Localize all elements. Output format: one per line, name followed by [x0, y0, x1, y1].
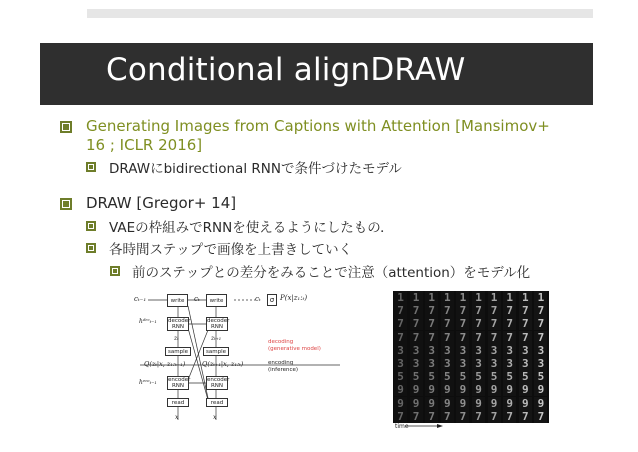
digit-cell: 9 — [503, 383, 516, 396]
digit-cell: 7 — [425, 317, 438, 330]
digit-cell: 7 — [472, 410, 485, 423]
encoder-rnn-box-1: encoder RNN — [168, 377, 191, 389]
time-arrow-icon — [405, 423, 445, 429]
digit-cell: 7 — [488, 410, 501, 423]
digit-cell: 5 — [394, 370, 407, 383]
canvas-prev-label: cₜ₋₁ — [134, 295, 147, 303]
bullet-marker — [110, 266, 120, 276]
encoder-hidden-label: hᵉⁿᶜₜ₋₁ — [139, 379, 157, 386]
digit-cell: 7 — [425, 304, 438, 317]
digit-cell: 5 — [410, 370, 423, 383]
digit-cell: 9 — [472, 397, 485, 410]
decoding-label: decoding — [268, 339, 294, 345]
bullet-1-sub-1: DRAWにbidirectional RNNで条件づけたモデル — [109, 161, 402, 177]
digit-cell: 7 — [410, 304, 423, 317]
bullet-1-line-2: 16 ; ICLR 2016] — [86, 136, 203, 154]
digit-cell: 7 — [425, 410, 438, 423]
digit-cell: 9 — [410, 383, 423, 396]
digit-cell: 7 — [410, 410, 423, 423]
sample-box-2: sample — [203, 347, 229, 356]
digit-cell: 7 — [534, 317, 547, 330]
digit-cell: 7 — [441, 331, 454, 344]
digit-cell: 7 — [534, 304, 547, 317]
digit-cell: 3 — [394, 357, 407, 370]
time-axis-label: time — [395, 423, 409, 430]
digit-cell: 7 — [472, 304, 485, 317]
digit-cell: 3 — [503, 357, 516, 370]
draw-model-diagram — [136, 288, 340, 424]
digit-cell: 7 — [472, 317, 485, 330]
digit-cell: 1 — [519, 291, 532, 304]
input-x-label-1: x — [175, 414, 179, 421]
bullet-2-sub-2-sub-1: 前のステップとの差分をみることで注意（attention）をモデル化 — [132, 265, 531, 281]
input-x-label-2: x — [213, 414, 217, 421]
digit-cell: 1 — [394, 291, 407, 304]
digit-cell: 3 — [519, 357, 532, 370]
digit-cell: 7 — [534, 410, 547, 423]
sample-box-1: sample — [165, 347, 191, 356]
digit-cell: 9 — [534, 383, 547, 396]
digit-cell: 9 — [394, 383, 407, 396]
digit-cell: 3 — [456, 357, 469, 370]
digit-cell: 3 — [441, 357, 454, 370]
digit-cell: 5 — [472, 370, 485, 383]
digit-cell: 3 — [410, 357, 423, 370]
digit-cell: 1 — [534, 291, 547, 304]
likelihood-label: P(x|z₁:ₜ) — [280, 294, 308, 302]
encoder-rnn-box-2: encoder RNN — [207, 377, 230, 389]
digit-cell: 5 — [534, 370, 547, 383]
digit-cell: 5 — [456, 370, 469, 383]
digit-cell: 5 — [425, 370, 438, 383]
digit-cell: 9 — [503, 397, 516, 410]
digit-cell: 7 — [456, 410, 469, 423]
decoding-sub-label: (generative model) — [268, 346, 321, 352]
digit-cell: 7 — [441, 304, 454, 317]
write-box-1: write — [167, 294, 188, 307]
digit-cell: 7 — [410, 317, 423, 330]
digit-cell: 1 — [441, 291, 454, 304]
encoding-label: encoding — [268, 360, 294, 366]
digit-cell: 7 — [503, 331, 516, 344]
digit-cell: 7 — [488, 331, 501, 344]
digit-cell: 3 — [456, 344, 469, 357]
digit-cell: 1 — [456, 291, 469, 304]
q-t1-label: Q(zₜ₊₁|x, z₁:ₜ) — [202, 360, 244, 368]
z-t1-label: zₜ₊₁ — [211, 335, 222, 342]
digit-cell: 7 — [503, 304, 516, 317]
digit-cell: 9 — [456, 397, 469, 410]
digit-cell: 9 — [534, 397, 547, 410]
generated-digit-grid — [393, 291, 549, 423]
digit-cell: 1 — [425, 291, 438, 304]
digit-cell: 3 — [472, 357, 485, 370]
canvas-t-label: cₜ — [194, 295, 200, 303]
digit-cell: 7 — [534, 331, 547, 344]
bullet-2-sub-2: 各時間ステップで画像を上書きしていく — [109, 242, 353, 258]
digit-cell: 9 — [394, 397, 407, 410]
digit-cell: 3 — [425, 357, 438, 370]
digit-cell: 7 — [425, 331, 438, 344]
read-box-1: read — [167, 398, 189, 407]
digit-cell: 3 — [534, 344, 547, 357]
digit-cell: 1 — [488, 291, 501, 304]
digit-cell: 3 — [519, 344, 532, 357]
digit-cell: 9 — [456, 383, 469, 396]
digit-cell: 5 — [488, 370, 501, 383]
digit-cell: 7 — [456, 304, 469, 317]
digit-cell: 7 — [456, 331, 469, 344]
digit-cell: 9 — [441, 383, 454, 396]
digit-cell: 7 — [441, 317, 454, 330]
digit-cell: 7 — [488, 317, 501, 330]
digit-cell: 3 — [441, 344, 454, 357]
digit-cell: 7 — [441, 410, 454, 423]
digit-cell: 7 — [394, 331, 407, 344]
bullet-2: DRAW [Gregor+ 14] — [86, 194, 237, 212]
digit-cell: 1 — [503, 291, 516, 304]
z-t-label: zₜ — [174, 335, 179, 342]
digit-cell: 9 — [410, 397, 423, 410]
q-t-label: Q(zₜ|x, z₁:ₜ₋₁) — [144, 360, 186, 368]
digit-cell: 5 — [519, 370, 532, 383]
digit-cell: 7 — [519, 317, 532, 330]
digit-cell: 7 — [456, 317, 469, 330]
canvas-final-label: cₜ — [255, 295, 261, 303]
digit-cell: 7 — [394, 410, 407, 423]
decoder-rnn-box-2: decoder RNN — [207, 318, 230, 330]
digit-cell: 1 — [472, 291, 485, 304]
digit-cell: 9 — [425, 397, 438, 410]
digit-cell: 9 — [441, 397, 454, 410]
digit-cell: 3 — [503, 344, 516, 357]
digit-cell: 3 — [394, 344, 407, 357]
digit-cell: 7 — [519, 304, 532, 317]
top-decoration-bar — [87, 9, 593, 18]
digit-cell: 7 — [503, 410, 516, 423]
digit-cell: 3 — [488, 344, 501, 357]
digit-cell: 5 — [441, 370, 454, 383]
decoder-hidden-label: hᵈᵉᶜₜ₋₁ — [139, 318, 157, 325]
digit-cell: 3 — [488, 357, 501, 370]
digit-cell: 9 — [472, 383, 485, 396]
digit-cell: 9 — [488, 397, 501, 410]
digit-cell: 3 — [534, 357, 547, 370]
digit-cell: 9 — [519, 397, 532, 410]
bullet-1-line-1: Generating Images from Captions with Attention [Mansimov+ — [86, 117, 550, 135]
sigma-box: σ — [267, 294, 277, 306]
bullet-marker — [86, 243, 96, 253]
encoding-sub-label: (inference) — [268, 367, 299, 373]
digit-cell: 7 — [519, 410, 532, 423]
digit-cell: 3 — [472, 344, 485, 357]
bullet-marker — [86, 221, 96, 231]
digit-cell: 7 — [488, 304, 501, 317]
digit-cell: 7 — [394, 317, 407, 330]
digit-cell: 5 — [503, 370, 516, 383]
bullet-2-sub-1: VAEの枠組みでRNNを使えるようにしたもの． — [109, 220, 394, 236]
digit-cell: 7 — [394, 304, 407, 317]
digit-cell: 7 — [503, 317, 516, 330]
bullet-marker — [60, 121, 72, 133]
digit-cell: 9 — [519, 383, 532, 396]
slide-title: Conditional alignDRAW — [106, 52, 466, 88]
bullet-marker — [60, 198, 72, 210]
digit-cell: 1 — [410, 291, 423, 304]
digit-cell: 7 — [410, 331, 423, 344]
read-box-2: read — [206, 398, 228, 407]
digit-cell: 7 — [519, 331, 532, 344]
digit-cell: 9 — [488, 383, 501, 396]
write-box-2: write — [206, 294, 227, 307]
digit-cell: 3 — [425, 344, 438, 357]
digit-cell: 9 — [425, 383, 438, 396]
bullet-marker — [86, 162, 96, 172]
digit-cell: 3 — [410, 344, 423, 357]
digit-cell: 7 — [472, 331, 485, 344]
decoder-rnn-box-1: decoder RNN — [168, 318, 191, 330]
